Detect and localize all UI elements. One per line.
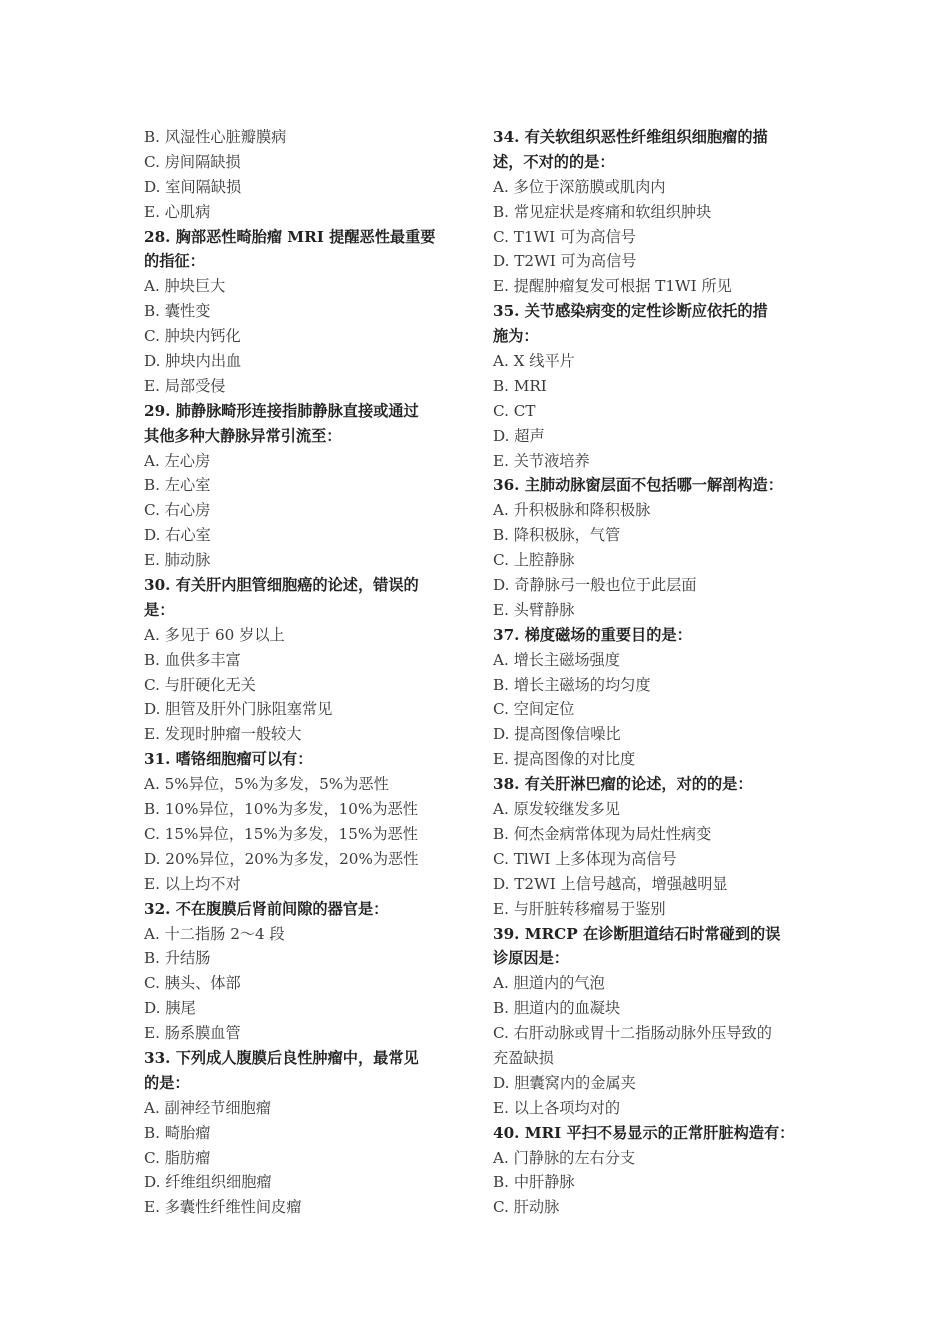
answer-option: A. 多见于 60 岁以上 [144, 625, 285, 644]
right-column [493, 125, 813, 1220]
question-text-line: 28. 胸部恶性畸胎瘤 MRI 提醒恶性最重要 [144, 227, 436, 246]
answer-option: A. 肿块巨大 [144, 277, 226, 296]
answer-option: B. 畸胎瘤 [144, 1123, 211, 1142]
answer-option: E. 多囊性纤维性间皮瘤 [144, 1198, 302, 1217]
answer-option: E. 以上均不对 [144, 874, 241, 893]
question-text-line: 33. 下列成人腹膜后良性肿瘤中，最常见 [144, 1048, 419, 1067]
question-text-line: 32. 不在腹膜后肾前间隙的器官是： [144, 899, 389, 918]
answer-option: C. CT [493, 401, 536, 420]
answer-option: C. T1WI 可为高信号 [493, 227, 636, 246]
answer-option: D. 超声 [493, 426, 545, 445]
answer-option: C. 与肝硬化无关 [144, 675, 256, 694]
answer-option: A. X 线平片 [493, 352, 575, 371]
answer-option: E. 肠系膜血管 [144, 1024, 241, 1043]
answer-option: E. 头臂静脉 [493, 600, 575, 619]
answer-option: B. 左心室 [144, 476, 211, 495]
question-text-line: 35. 关节感染病变的定性诊断应依托的措 [493, 302, 768, 321]
answer-option: C. 右肝动脉或胃十二指肠动脉外压导致的 [493, 1024, 772, 1043]
answer-option: D. 右心室 [144, 526, 211, 545]
answer-option: E. 关节液培养 [493, 451, 590, 470]
question-text-line: 40. MRI 平扫不易显示的正常肝脏构造有： [493, 1123, 795, 1142]
answer-option: D. 奇静脉弓一般也位于此层面 [493, 576, 697, 595]
answer-option: B. 增长主磁场的均匀度 [493, 675, 651, 694]
answer-option: D. 纤维组织细胞瘤 [144, 1173, 272, 1192]
question-text-line: 29. 肺静脉畸形连接指肺静脉直接或通过 [144, 401, 419, 420]
answer-option: C. 胰头、体部 [144, 974, 241, 993]
answer-option: A. 升积极脉和降积极脉 [493, 501, 651, 520]
answer-option: D. 20%异位，20%为多发，20%为恶性 [144, 849, 419, 868]
question-text-line: 38. 有关肝淋巴瘤的论述，对的的是： [493, 775, 753, 794]
answer-option: D. T2WI 上信号越高，增强越明显 [493, 874, 728, 893]
question-text-line: 39. MRCP 在诊断胆道结石时常碰到的误 [493, 924, 781, 943]
question-text-line: 31. 嗜铬细胞瘤可以有： [144, 750, 313, 769]
answer-option: A. 胆道内的气泡 [493, 974, 605, 993]
answer-option: A. 5%异位，5%为多发，5%为恶性 [144, 775, 389, 794]
answer-option: 充盈缺损 [493, 1048, 554, 1067]
question-text-line: 诊原因是： [493, 949, 569, 968]
answer-option: B. 囊性变 [144, 302, 211, 321]
question-text-line: 的是： [144, 1073, 190, 1092]
answer-option: C. 肝动脉 [493, 1198, 560, 1217]
answer-option: B. 10%异位，10%为多发，10%为恶性 [144, 800, 418, 819]
answer-option: C. 肿块内钙化 [144, 327, 241, 346]
answer-option: D. 胆囊窝内的金属夹 [493, 1073, 636, 1092]
answer-option: D. T2WI 可为高信号 [493, 252, 637, 271]
answer-option: C. 右心房 [144, 501, 211, 520]
answer-option: B. 胆道内的血凝块 [493, 999, 621, 1018]
answer-option: D. 肿块内出血 [144, 352, 242, 371]
answer-option: A. 门静脉的左右分支 [493, 1148, 636, 1167]
question-text-line: 施为： [493, 327, 539, 346]
answer-option: C. 上腔静脉 [493, 551, 575, 570]
answer-option: A. 副神经节细胞瘤 [144, 1098, 271, 1117]
answer-option: A. 原发较继发多见 [493, 800, 620, 819]
answer-option: E. 局部受侵 [144, 376, 226, 395]
question-text-line: 述，不对的的是： [493, 152, 615, 171]
answer-option: E. 肺动脉 [144, 551, 211, 570]
answer-option: D. 胰尾 [144, 999, 196, 1018]
left-column [144, 125, 464, 1220]
answer-option: E. 与肝脏转移瘤易于鉴别 [493, 899, 666, 918]
question-text-line: 37. 梯度磁场的重要目的是： [493, 625, 692, 644]
answer-option: E. 发现时肿瘤一般较大 [144, 725, 302, 744]
answer-option: A. 左心房 [144, 451, 211, 470]
answer-option: D. 室间隔缺损 [144, 177, 242, 196]
answer-option: C. 空间定位 [493, 700, 575, 719]
answer-option: C. 脂肪瘤 [144, 1148, 211, 1167]
question-text-line: 36. 主肺动脉窗层面不包括哪一解剖构造： [493, 476, 783, 495]
answer-option: B. 血供多丰富 [144, 650, 241, 669]
answer-option: B. 中肝静脉 [493, 1173, 575, 1192]
question-text-line: 34. 有关软组织恶性纤维组织细胞瘤的描 [493, 128, 768, 146]
answer-option: A. 多位于深筋膜或肌肉内 [493, 177, 666, 196]
answer-option: C. TlWI 上多体现为高信号 [493, 849, 677, 868]
answer-option: C. 房间隔缺损 [144, 152, 241, 171]
answer-option: B. 风湿性心脏瓣膜病 [144, 128, 287, 146]
answer-option: D. 胆管及肝外门脉阻塞常见 [144, 700, 333, 719]
answer-option: B. 降积极脉，气管 [493, 526, 621, 545]
answer-option: E. 以上各项均对的 [493, 1098, 621, 1117]
question-text-line: 30. 有关肝内胆管细胞癌的论述，错误的 [144, 576, 419, 595]
answer-option: E. 心肌病 [144, 202, 211, 221]
answer-option: A. 增长主磁场强度 [493, 650, 620, 669]
question-text-line: 的指征： [144, 252, 205, 271]
answer-option: B. 常见症状是疼痛和软组织肿块 [493, 202, 712, 221]
answer-option: B. 何杰金病常体现为局灶性病变 [493, 824, 712, 843]
answer-option: A. 十二指肠 2～4 段 [144, 924, 285, 943]
question-text-line: 是： [144, 600, 175, 619]
answer-option: C. 15%异位，15%为多发，15%为恶性 [144, 824, 418, 843]
answer-option: D. 提高图像信噪比 [493, 725, 621, 744]
answer-option: E. 提醒肿瘤复发可根据 T1WI 所见 [493, 277, 732, 296]
answer-option: E. 提高图像的对比度 [493, 750, 636, 769]
answer-option: B. 升结肠 [144, 949, 211, 968]
answer-option: B. MRI [493, 376, 547, 395]
question-text-line: 其他多种大静脉异常引流至： [144, 426, 342, 445]
